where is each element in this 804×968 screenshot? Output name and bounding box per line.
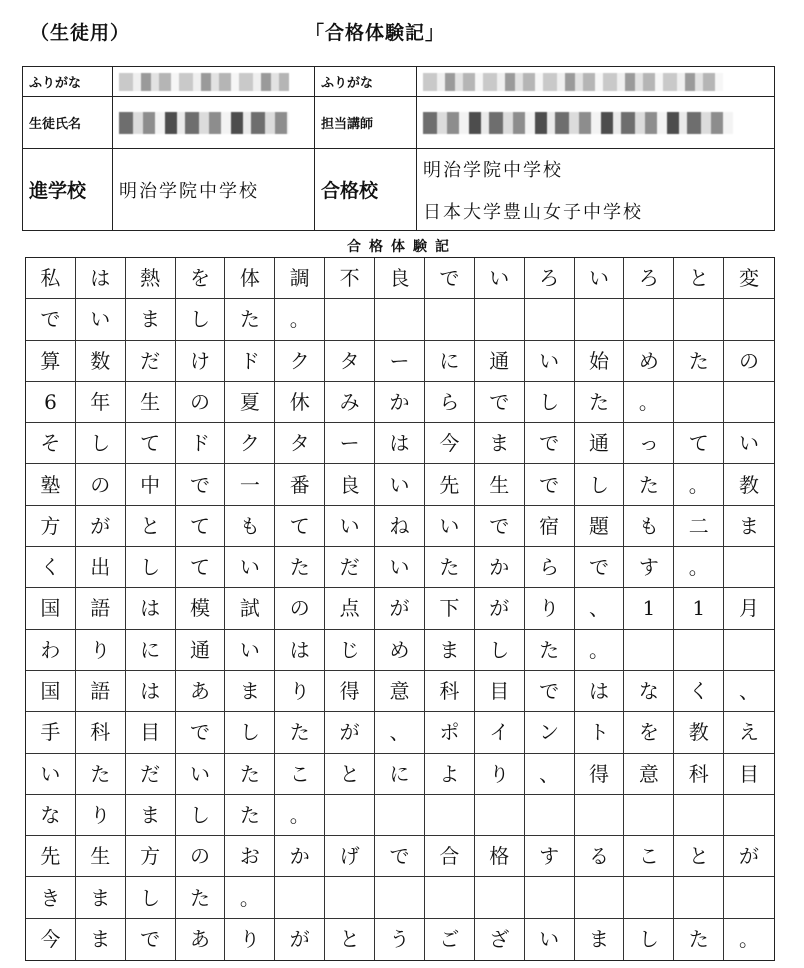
grid-cell: 題	[575, 506, 625, 547]
grid-cell: ま	[76, 919, 126, 960]
grid-cell: 得	[325, 671, 375, 712]
grid-cell: い	[76, 299, 126, 340]
grid-cell: に	[375, 754, 425, 795]
grid-cell: し	[176, 299, 226, 340]
manuscript-grid	[25, 257, 775, 961]
grid-cell: け	[176, 341, 226, 382]
grid-cell: し	[126, 547, 176, 588]
grid-cell: ン	[525, 712, 575, 753]
grid-cell: 目	[724, 754, 774, 795]
grid-cell: は	[575, 671, 625, 712]
grid-cell: た	[225, 754, 275, 795]
grid-cell: ま	[724, 506, 774, 547]
grid-cell: 意	[624, 754, 674, 795]
grid-cell: が	[275, 919, 325, 960]
grid-cell: 変	[724, 258, 774, 299]
grid-cell: 。	[225, 877, 275, 918]
grid-cell: 模	[176, 588, 226, 629]
grid-cell: は	[275, 630, 325, 671]
grid-cell	[674, 795, 724, 836]
grid-cell	[375, 877, 425, 918]
grid-cell: が	[375, 588, 425, 629]
grid-cell: 語	[76, 588, 126, 629]
grid-cell: い	[26, 754, 76, 795]
grid-cell	[674, 299, 724, 340]
grid-cell: 科	[76, 712, 126, 753]
grid-cell	[525, 795, 575, 836]
grid-cell: い	[475, 258, 525, 299]
grid-cell: み	[325, 382, 375, 423]
grid-cell: で	[475, 382, 525, 423]
grid-cell: た	[425, 547, 475, 588]
grid-cell: り	[76, 795, 126, 836]
grid-cell: 生	[126, 382, 176, 423]
grid-cell: ク	[225, 423, 275, 464]
grid-cell: と	[674, 836, 724, 877]
grid-cell: だ	[126, 754, 176, 795]
grid-cell: 今	[26, 919, 76, 960]
grid-cell: り	[225, 919, 275, 960]
grid-cell	[674, 382, 724, 423]
student-info-form	[22, 66, 775, 231]
grid-cell: 意	[375, 671, 425, 712]
grid-cell	[724, 877, 774, 918]
grid-cell: 塾	[26, 464, 76, 505]
grid-cell: ま	[76, 877, 126, 918]
grid-cell: と	[325, 754, 375, 795]
grid-cell	[325, 877, 375, 918]
grid-cell: 方	[26, 506, 76, 547]
grid-cell: 6	[26, 382, 76, 423]
grid-cell: え	[724, 712, 774, 753]
grid-cell: す	[624, 547, 674, 588]
grid-cell: ま	[225, 671, 275, 712]
grid-cell: め	[375, 630, 425, 671]
grid-cell: っ	[624, 423, 674, 464]
grid-cell: た	[275, 547, 325, 588]
grid-cell: ポ	[425, 712, 475, 753]
grid-cell: ま	[425, 630, 475, 671]
student-name-field	[113, 97, 315, 149]
grid-cell: い	[375, 464, 425, 505]
grid-cell: が	[724, 836, 774, 877]
grid-cell	[375, 299, 425, 340]
grid-cell: き	[26, 877, 76, 918]
teacher-label: 担当講師	[315, 97, 417, 149]
grid-cell: の	[176, 382, 226, 423]
grid-cell: り	[525, 588, 575, 629]
grid-cell: ま	[126, 299, 176, 340]
document-title: 「合格体験記」	[305, 22, 446, 44]
grid-cell	[724, 795, 774, 836]
grid-cell: る	[575, 836, 625, 877]
grid-cell: し	[76, 423, 126, 464]
grid-cell	[575, 299, 625, 340]
redacted-mosaic	[423, 112, 733, 134]
grid-cell: 。	[674, 547, 724, 588]
grid-cell: 今	[425, 423, 475, 464]
grid-cell: げ	[325, 836, 375, 877]
school-label: 進学校	[23, 149, 113, 231]
grid-cell: り	[76, 630, 126, 671]
grid-cell: 。	[275, 795, 325, 836]
grid-cell: 始	[575, 341, 625, 382]
grid-cell: 目	[475, 671, 525, 712]
grid-cell: 教	[724, 464, 774, 505]
grid-cell: て	[126, 423, 176, 464]
grid-cell: く	[674, 671, 724, 712]
grid-cell: ド	[225, 341, 275, 382]
grid-cell: め	[624, 341, 674, 382]
grid-cell: 休	[275, 382, 325, 423]
grid-cell: い	[425, 506, 475, 547]
grid-cell: 、	[575, 588, 625, 629]
grid-cell: て	[275, 506, 325, 547]
grid-cell: ま	[475, 423, 525, 464]
grid-cell: の	[275, 588, 325, 629]
student-furigana-field	[113, 67, 315, 97]
grid-cell	[425, 299, 475, 340]
grid-cell: が	[76, 506, 126, 547]
grid-cell: く	[26, 547, 76, 588]
grid-cell: 出	[76, 547, 126, 588]
grid-cell: た	[624, 464, 674, 505]
grid-cell: 国	[26, 588, 76, 629]
grid-cell: だ	[126, 341, 176, 382]
grid-cell: し	[475, 630, 525, 671]
redacted-mosaic	[119, 73, 289, 91]
grid-cell: で	[375, 836, 425, 877]
grid-cell: い	[176, 754, 226, 795]
grid-cell	[325, 795, 375, 836]
grid-cell: ろ	[624, 258, 674, 299]
grid-cell: ー	[375, 341, 425, 382]
grid-cell: い	[724, 423, 774, 464]
grid-cell	[475, 299, 525, 340]
grid-cell: し	[624, 919, 674, 960]
grid-cell	[425, 795, 475, 836]
grid-cell: あ	[176, 671, 226, 712]
grid-cell	[624, 299, 674, 340]
grid-cell: よ	[425, 754, 475, 795]
grid-cell: そ	[26, 423, 76, 464]
grid-cell: ま	[126, 795, 176, 836]
grid-cell: 通	[176, 630, 226, 671]
grid-cell: で	[425, 258, 475, 299]
grid-cell: に	[126, 630, 176, 671]
grid-cell: 国	[26, 671, 76, 712]
redacted-mosaic	[119, 112, 289, 134]
grid-cell: た	[575, 382, 625, 423]
grid-cell: タ	[275, 423, 325, 464]
grid-cell: ね	[375, 506, 425, 547]
grid-cell: 良	[325, 464, 375, 505]
grid-cell: で	[525, 423, 575, 464]
grid-cell: に	[425, 341, 475, 382]
grid-cell: 格	[475, 836, 525, 877]
school-value: 明治学院中学校	[119, 180, 259, 202]
grid-cell: 通	[575, 423, 625, 464]
school-field	[113, 149, 315, 231]
grid-cell: り	[275, 671, 325, 712]
grid-cell	[724, 382, 774, 423]
teacher-furigana-field	[417, 67, 775, 97]
grid-cell: い	[375, 547, 425, 588]
grid-cell: り	[475, 754, 525, 795]
essay-grid-title: 合格体験記	[347, 239, 457, 255]
grid-cell: 生	[475, 464, 525, 505]
grid-cell: も	[225, 506, 275, 547]
grid-cell: 語	[76, 671, 126, 712]
grid-cell	[425, 877, 475, 918]
grid-cell	[525, 299, 575, 340]
grid-cell: か	[475, 547, 525, 588]
grid-cell: 。	[624, 382, 674, 423]
grid-cell: 、	[375, 712, 425, 753]
grid-cell: ー	[325, 423, 375, 464]
grid-cell: お	[225, 836, 275, 877]
student-name-label: 生徒氏名	[23, 97, 113, 149]
grid-cell: い	[225, 630, 275, 671]
grid-cell: 熱	[126, 258, 176, 299]
grid-cell	[325, 299, 375, 340]
grid-cell: い	[325, 506, 375, 547]
grid-cell	[275, 877, 325, 918]
grid-cell: こ	[624, 836, 674, 877]
grid-cell: 年	[76, 382, 126, 423]
grid-cell	[475, 795, 525, 836]
grid-cell: 数	[76, 341, 126, 382]
grid-cell: こ	[275, 754, 325, 795]
grid-cell: も	[624, 506, 674, 547]
grid-cell: で	[525, 464, 575, 505]
grid-cell: 1	[674, 588, 724, 629]
grid-cell: ご	[425, 919, 475, 960]
grid-cell	[375, 795, 425, 836]
grid-cell: 先	[425, 464, 475, 505]
grid-cell: は	[126, 588, 176, 629]
grid-cell	[575, 795, 625, 836]
grid-cell: で	[475, 506, 525, 547]
grid-cell: 体	[225, 258, 275, 299]
grid-cell: 。	[674, 464, 724, 505]
grid-cell: は	[126, 671, 176, 712]
grid-cell: ド	[176, 423, 226, 464]
passed-school-2: 日本大学豊山女子中学校	[423, 201, 643, 223]
grid-cell: 調	[275, 258, 325, 299]
grid-cell: 。	[275, 299, 325, 340]
grid-cell: タ	[325, 341, 375, 382]
grid-cell: て	[674, 423, 724, 464]
grid-cell: ざ	[475, 919, 525, 960]
grid-cell: の	[76, 464, 126, 505]
grid-cell: は	[375, 423, 425, 464]
grid-cell: 私	[26, 258, 76, 299]
grid-cell: て	[176, 506, 226, 547]
grid-cell: ク	[275, 341, 325, 382]
passed-school-1: 明治学院中学校	[423, 159, 563, 181]
grid-cell: い	[575, 258, 625, 299]
grid-cell: 不	[325, 258, 375, 299]
grid-cell: 合	[425, 836, 475, 877]
student-use-label: （生徒用）	[30, 22, 131, 44]
grid-cell	[525, 877, 575, 918]
grid-cell: 1	[624, 588, 674, 629]
grid-cell	[724, 547, 774, 588]
grid-cell: 良	[375, 258, 425, 299]
grid-cell: 試	[225, 588, 275, 629]
grid-cell: 中	[126, 464, 176, 505]
grid-cell: あ	[176, 919, 226, 960]
grid-cell: 二	[674, 506, 724, 547]
grid-cell: 手	[26, 712, 76, 753]
grid-cell: た	[176, 877, 226, 918]
redacted-mosaic	[423, 73, 723, 91]
teacher-name-field	[417, 97, 775, 149]
grid-cell: た	[225, 795, 275, 836]
grid-cell	[624, 795, 674, 836]
grid-cell: 得	[575, 754, 625, 795]
grid-cell: 。	[575, 630, 625, 671]
grid-cell: 一	[225, 464, 275, 505]
grid-cell: で	[126, 919, 176, 960]
grid-cell: た	[525, 630, 575, 671]
grid-cell: 教	[674, 712, 724, 753]
grid-cell: の	[176, 836, 226, 877]
grid-cell: を	[176, 258, 226, 299]
passed-schools-field	[417, 149, 775, 231]
grid-cell: い	[525, 919, 575, 960]
grid-cell: 下	[425, 588, 475, 629]
grid-cell: で	[176, 464, 226, 505]
grid-cell: ま	[575, 919, 625, 960]
grid-cell: い	[225, 547, 275, 588]
grid-cell: 科	[425, 671, 475, 712]
grid-cell: ト	[575, 712, 625, 753]
grid-cell: で	[176, 712, 226, 753]
grid-cell: と	[126, 506, 176, 547]
grid-cell: 科	[674, 754, 724, 795]
grid-cell: 方	[126, 836, 176, 877]
grid-cell: た	[76, 754, 126, 795]
grid-cell: た	[674, 919, 724, 960]
grid-cell: な	[624, 671, 674, 712]
grid-cell: で	[575, 547, 625, 588]
grid-cell: か	[375, 382, 425, 423]
grid-cell: し	[575, 464, 625, 505]
grid-cell: で	[525, 671, 575, 712]
grid-cell: し	[525, 382, 575, 423]
grid-cell: し	[225, 712, 275, 753]
grid-cell: は	[76, 258, 126, 299]
grid-cell: し	[126, 877, 176, 918]
grid-cell: 点	[325, 588, 375, 629]
grid-cell: 月	[724, 588, 774, 629]
grid-cell	[674, 877, 724, 918]
passed-school-label: 合格校	[315, 149, 417, 231]
grid-cell: と	[325, 919, 375, 960]
grid-cell: い	[525, 341, 575, 382]
grid-cell: 先	[26, 836, 76, 877]
grid-cell: す	[525, 836, 575, 877]
furigana-label: ふりがな	[23, 67, 113, 97]
grid-cell: 生	[76, 836, 126, 877]
grid-cell: 。	[739, 927, 760, 952]
grid-cell	[575, 877, 625, 918]
grid-cell	[724, 630, 774, 671]
grid-cell: が	[475, 588, 525, 629]
grid-cell: て	[176, 547, 226, 588]
grid-cell	[724, 299, 774, 340]
grid-cell: 目	[126, 712, 176, 753]
grid-cell: 番	[275, 464, 325, 505]
grid-cell: イ	[475, 712, 525, 753]
grid-cell: う	[375, 919, 425, 960]
grid-cell: た	[225, 299, 275, 340]
grid-cell: わ	[26, 630, 76, 671]
grid-cell: た	[674, 341, 724, 382]
grid-cell: ろ	[525, 258, 575, 299]
grid-cell: 算	[26, 341, 76, 382]
grid-cell: 通	[475, 341, 525, 382]
grid-cell: 宿	[525, 506, 575, 547]
grid-cell: 、	[525, 754, 575, 795]
grid-cell: た	[275, 712, 325, 753]
grid-cell: な	[26, 795, 76, 836]
grid-cell: ら	[525, 547, 575, 588]
grid-cell	[624, 630, 674, 671]
grid-cell: の	[724, 341, 774, 382]
grid-cell: だ	[325, 547, 375, 588]
grid-cell	[475, 877, 525, 918]
grid-cell: 夏	[225, 382, 275, 423]
grid-cell: 、	[724, 671, 774, 712]
grid-cell	[624, 877, 674, 918]
grid-cell: か	[275, 836, 325, 877]
teacher-furigana-label: ふりがな	[315, 67, 417, 97]
grid-cell: ら	[425, 382, 475, 423]
grid-cell: で	[26, 299, 76, 340]
grid-cell: し	[176, 795, 226, 836]
grid-cell: じ	[325, 630, 375, 671]
grid-cell: を	[624, 712, 674, 753]
grid-cell: と	[674, 258, 724, 299]
grid-cell: が	[325, 712, 375, 753]
grid-cell	[674, 630, 724, 671]
